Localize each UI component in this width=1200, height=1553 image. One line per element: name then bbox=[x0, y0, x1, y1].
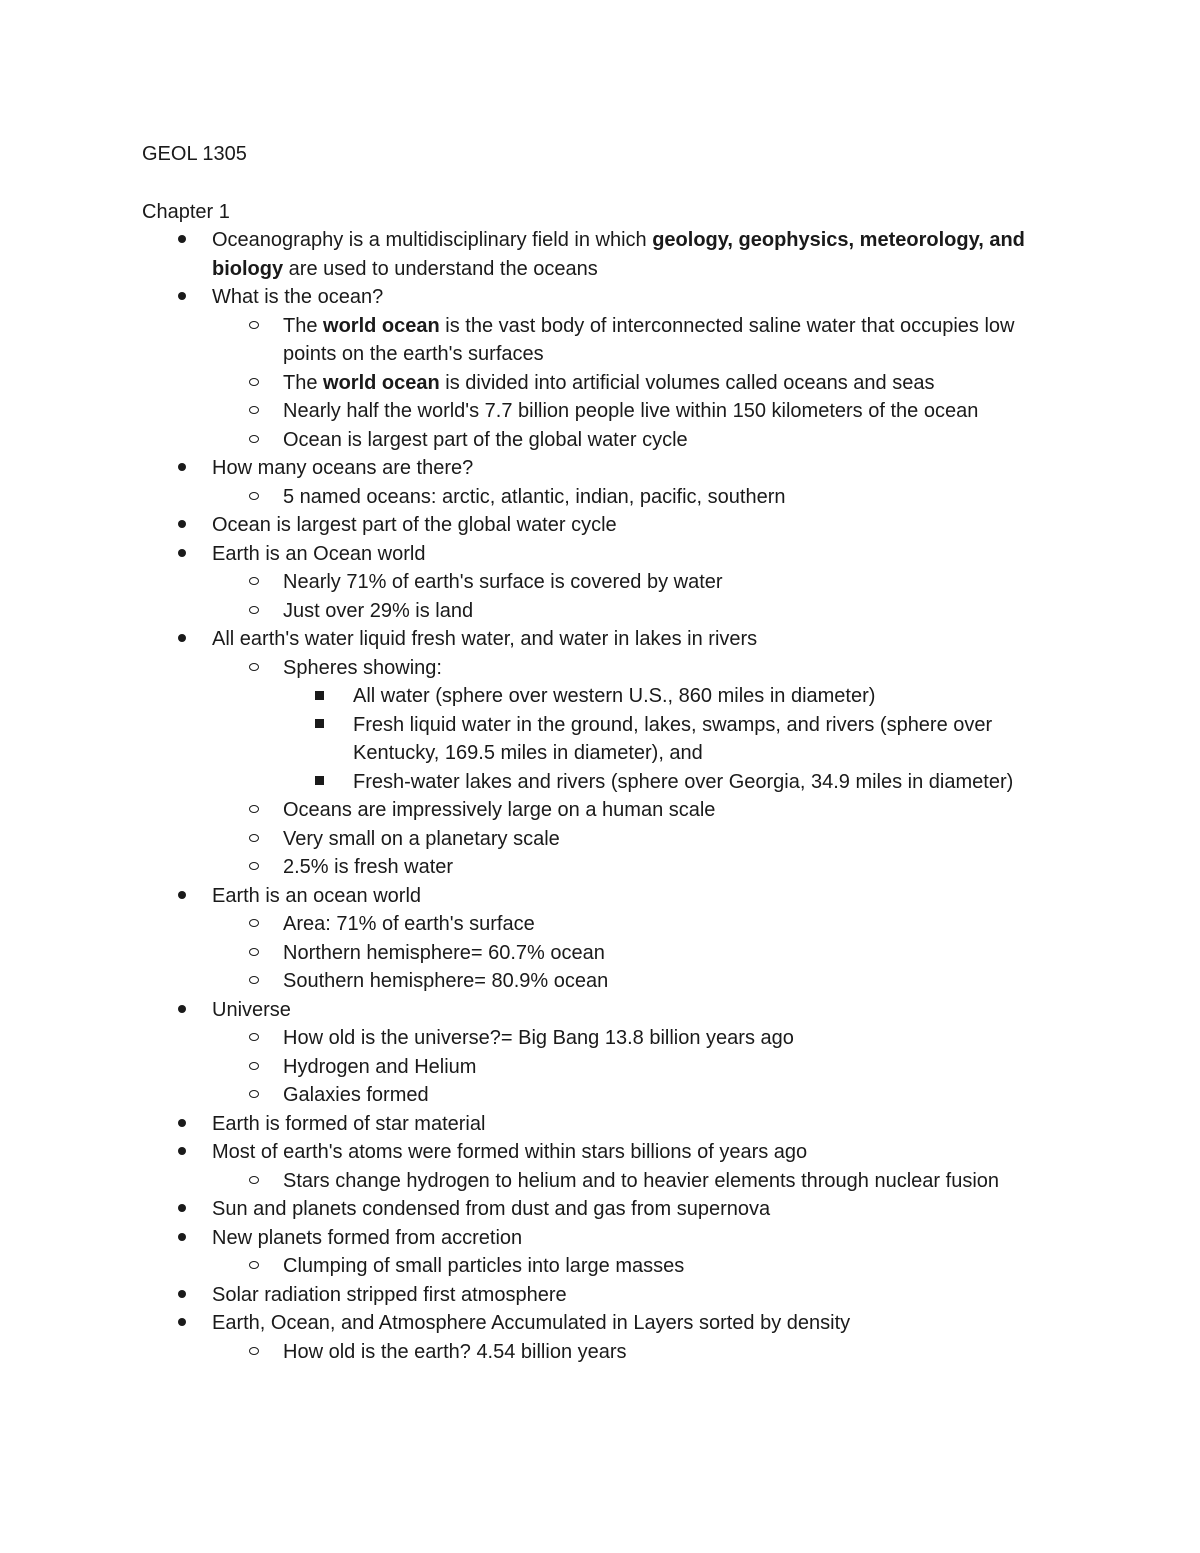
list-marker bbox=[249, 910, 259, 939]
list-item-text: is the vast body of interconnected saline water that occupies low points on the earth's surfaces bbox=[283, 314, 1015, 365]
list-item-text: Universe bbox=[212, 998, 291, 1021]
list-item-text: 5 named oceans: arctic, atlantic, indian, pacific, southern bbox=[283, 485, 786, 508]
list-item-text: Northern hemisphere= 60.7% ocean bbox=[283, 941, 605, 964]
list-marker bbox=[249, 483, 259, 512]
list-item-level-2 bbox=[142, 853, 1072, 882]
bullet-circle-icon bbox=[249, 1347, 259, 1355]
bullet-dot-icon bbox=[178, 634, 186, 642]
list-item-text: All earth's water liquid fresh water, and water in lakes in rivers bbox=[212, 628, 758, 650]
list-item-level-2 bbox=[142, 1024, 1072, 1053]
list-item-level-2 bbox=[142, 967, 1072, 996]
list-marker bbox=[249, 568, 259, 597]
list-marker bbox=[178, 625, 186, 654]
list-item-text: How old is the universe?= Big Bang 13.8 billion years ago bbox=[283, 1027, 794, 1049]
list-item-level-2 bbox=[142, 312, 1072, 369]
bullet-circle-icon bbox=[249, 1176, 259, 1184]
bullet-circle-icon bbox=[249, 321, 259, 329]
list-marker bbox=[249, 825, 259, 854]
list-marker bbox=[178, 511, 186, 540]
list-item-text: Ocean is largest part of the global water cycle bbox=[212, 514, 617, 536]
bullet-circle-icon bbox=[249, 492, 259, 500]
list-item-text: Galaxies formed bbox=[283, 1084, 429, 1106]
list-item-text: Fresh liquid water in the ground, lakes, swamps, and rivers (sphere over Kentucky, 169.5 miles in diameter), and bbox=[353, 713, 993, 764]
bullet-dot-icon bbox=[178, 1119, 186, 1127]
bullet-circle-icon bbox=[249, 862, 259, 870]
list-item-level-2 bbox=[142, 483, 1072, 512]
list-marker bbox=[315, 768, 324, 797]
list-item-level-2 bbox=[142, 796, 1072, 825]
list-item-level-1 bbox=[142, 882, 1072, 911]
list-item-text: Sun and planets condensed from dust and gas from supernova bbox=[212, 1198, 771, 1220]
list-marker bbox=[178, 882, 186, 911]
list-marker bbox=[249, 1338, 259, 1367]
list-marker bbox=[315, 711, 324, 740]
bullet-dot-icon bbox=[178, 891, 186, 899]
bullet-circle-icon bbox=[249, 606, 259, 614]
list-marker bbox=[178, 454, 186, 483]
bullet-dot-icon bbox=[178, 292, 186, 300]
bullet-square-icon bbox=[315, 691, 324, 700]
list-marker bbox=[249, 796, 259, 825]
bold-term: geology, geophysics, meteorology, and biology bbox=[212, 229, 1025, 280]
bullet-circle-icon bbox=[249, 834, 259, 842]
bullet-circle-icon bbox=[249, 378, 259, 386]
list-marker bbox=[249, 1252, 259, 1281]
list-marker bbox=[178, 1224, 186, 1253]
list-item-text: Very small on a planetary scale bbox=[283, 827, 560, 850]
list-marker bbox=[249, 1081, 259, 1110]
list-item-level-2 bbox=[142, 426, 1072, 455]
list-item-text: Earth is an ocean world bbox=[212, 884, 422, 907]
bullet-circle-icon bbox=[249, 1261, 259, 1269]
list-marker bbox=[249, 967, 259, 996]
list-marker bbox=[315, 682, 324, 711]
list-item-level-3 bbox=[142, 768, 1072, 797]
list-item-level-1 bbox=[142, 625, 1072, 654]
list-item-level-3 bbox=[142, 682, 1072, 711]
list-item-level-2 bbox=[142, 369, 1072, 398]
list-marker bbox=[249, 426, 259, 455]
list-marker bbox=[178, 283, 186, 312]
list-marker bbox=[178, 1195, 186, 1224]
list-item-text: Nearly half the world's 7.7 billion people live within 150 kilometers of the ocean bbox=[283, 400, 979, 422]
bullet-circle-icon bbox=[249, 406, 259, 414]
list-item-level-1 bbox=[142, 226, 1072, 283]
list-item-text: Area: 71% of earth's surface bbox=[283, 913, 535, 935]
list-item-level-2 bbox=[142, 568, 1072, 597]
list-marker bbox=[249, 853, 259, 882]
notes-list bbox=[142, 226, 1072, 1366]
bullet-square-icon bbox=[315, 719, 324, 728]
list-item-text: is divided into artificial volumes called oceans and seas bbox=[439, 371, 935, 394]
list-marker bbox=[249, 654, 259, 683]
list-item-text: What is the ocean? bbox=[212, 286, 384, 308]
list-item-text: Oceans are impressively large on a human scale bbox=[283, 799, 716, 821]
bullet-dot-icon bbox=[178, 1147, 186, 1155]
bullet-dot-icon bbox=[178, 235, 186, 243]
bullet-circle-icon bbox=[249, 1062, 259, 1070]
list-item-text: The bbox=[283, 371, 324, 394]
list-marker bbox=[249, 312, 259, 341]
list-item-text: How many oceans are there? bbox=[212, 457, 474, 479]
list-item-text: are used to understand the oceans bbox=[283, 257, 598, 280]
list-item-level-3 bbox=[142, 711, 1072, 768]
list-item-text: Oceanography is a multidisciplinary field in which bbox=[212, 229, 653, 251]
bullet-dot-icon bbox=[178, 463, 186, 471]
list-marker bbox=[249, 1024, 259, 1053]
bullet-dot-icon bbox=[178, 549, 186, 557]
list-item-text: Earth is an Ocean world bbox=[212, 542, 426, 565]
list-item-level-2 bbox=[142, 1167, 1072, 1196]
list-item-text: How old is the earth? 4.54 billion years bbox=[283, 1340, 627, 1363]
list-item-level-1 bbox=[142, 540, 1072, 569]
list-item-text: Solar radiation stripped first atmosphere bbox=[212, 1283, 567, 1306]
list-item-level-1 bbox=[142, 1195, 1072, 1224]
list-marker bbox=[249, 1053, 259, 1082]
bullet-circle-icon bbox=[249, 919, 259, 927]
bullet-circle-icon bbox=[249, 577, 259, 585]
list-item-text: Just over 29% is land bbox=[283, 599, 474, 622]
list-item-text: Nearly 71% of earth's surface is covered by water bbox=[283, 571, 723, 593]
bullet-circle-icon bbox=[249, 976, 259, 984]
list-item-text: Southern hemisphere= 80.9% ocean bbox=[283, 970, 609, 992]
bullet-circle-icon bbox=[249, 435, 259, 443]
bullet-dot-icon bbox=[178, 1318, 186, 1326]
list-marker bbox=[249, 1167, 259, 1196]
list-item-level-2 bbox=[142, 397, 1072, 426]
bold-term: world ocean bbox=[323, 371, 440, 394]
list-item-level-2 bbox=[142, 910, 1072, 939]
list-item-text: All water (sphere over western U.S., 860 miles in diameter) bbox=[353, 685, 876, 707]
bullet-dot-icon bbox=[178, 1204, 186, 1212]
list-item-level-1 bbox=[142, 1281, 1072, 1310]
list-item-text: Fresh-water lakes and rivers (sphere over Georgia, 34.9 miles in diameter) bbox=[353, 770, 1014, 793]
bullet-circle-icon bbox=[249, 805, 259, 813]
list-marker bbox=[178, 226, 186, 255]
list-item-level-1 bbox=[142, 1110, 1072, 1139]
list-item-level-2 bbox=[142, 654, 1072, 683]
bullet-circle-icon bbox=[249, 948, 259, 956]
bullet-circle-icon bbox=[249, 1033, 259, 1041]
list-item-level-1 bbox=[142, 1309, 1072, 1338]
chapter-title: Chapter 1 bbox=[142, 201, 230, 223]
list-marker bbox=[249, 597, 259, 626]
list-item-text: Ocean is largest part of the global water cycle bbox=[283, 428, 688, 451]
bullet-dot-icon bbox=[178, 1005, 186, 1013]
bullet-circle-icon bbox=[249, 663, 259, 671]
list-item-text: New planets formed from accretion bbox=[212, 1226, 523, 1249]
list-item-level-1 bbox=[142, 1224, 1072, 1253]
list-marker bbox=[178, 540, 186, 569]
list-item-text: 2.5% is fresh water bbox=[283, 856, 454, 878]
bullet-circle-icon bbox=[249, 1090, 259, 1098]
list-marker bbox=[178, 1309, 186, 1338]
bullet-dot-icon bbox=[178, 520, 186, 528]
list-item-text: Stars change hydrogen to helium and to heavier elements through nuclear fusion bbox=[283, 1169, 1000, 1192]
list-item-text: Most of earth's atoms were formed within stars billions of years ago bbox=[212, 1141, 808, 1163]
list-item-text: Earth, Ocean, and Atmosphere Accumulated in Layers sorted by density bbox=[212, 1312, 851, 1334]
bullet-dot-icon bbox=[178, 1290, 186, 1298]
bold-term: world ocean bbox=[323, 314, 440, 337]
list-item-level-2 bbox=[142, 1252, 1072, 1281]
course-title: GEOL 1305 bbox=[142, 143, 247, 165]
list-marker bbox=[178, 1110, 186, 1139]
list-item-level-2 bbox=[142, 825, 1072, 854]
list-marker bbox=[249, 369, 259, 398]
list-item-level-2 bbox=[142, 1338, 1072, 1367]
list-marker bbox=[249, 397, 259, 426]
list-item-text: The bbox=[283, 314, 324, 337]
bullet-square-icon bbox=[315, 776, 324, 785]
list-item-text: Clumping of small particles into large masses bbox=[283, 1255, 685, 1277]
list-item-level-2 bbox=[142, 597, 1072, 626]
list-item-level-1 bbox=[142, 1138, 1072, 1167]
list-item-text: Earth is formed of star material bbox=[212, 1112, 486, 1135]
list-item-text: Hydrogen and Helium bbox=[283, 1055, 477, 1078]
list-item-text: Spheres showing: bbox=[283, 656, 442, 679]
list-item-level-2 bbox=[142, 1053, 1072, 1082]
list-item-level-1 bbox=[142, 996, 1072, 1025]
list-item-level-2 bbox=[142, 1081, 1072, 1110]
list-item-level-2 bbox=[142, 939, 1072, 968]
list-item-level-1 bbox=[142, 511, 1072, 540]
list-marker bbox=[178, 1281, 186, 1310]
list-marker bbox=[249, 939, 259, 968]
list-marker bbox=[178, 1138, 186, 1167]
list-item-level-1 bbox=[142, 283, 1072, 312]
bullet-dot-icon bbox=[178, 1233, 186, 1241]
list-item-level-1 bbox=[142, 454, 1072, 483]
list-marker bbox=[178, 996, 186, 1025]
